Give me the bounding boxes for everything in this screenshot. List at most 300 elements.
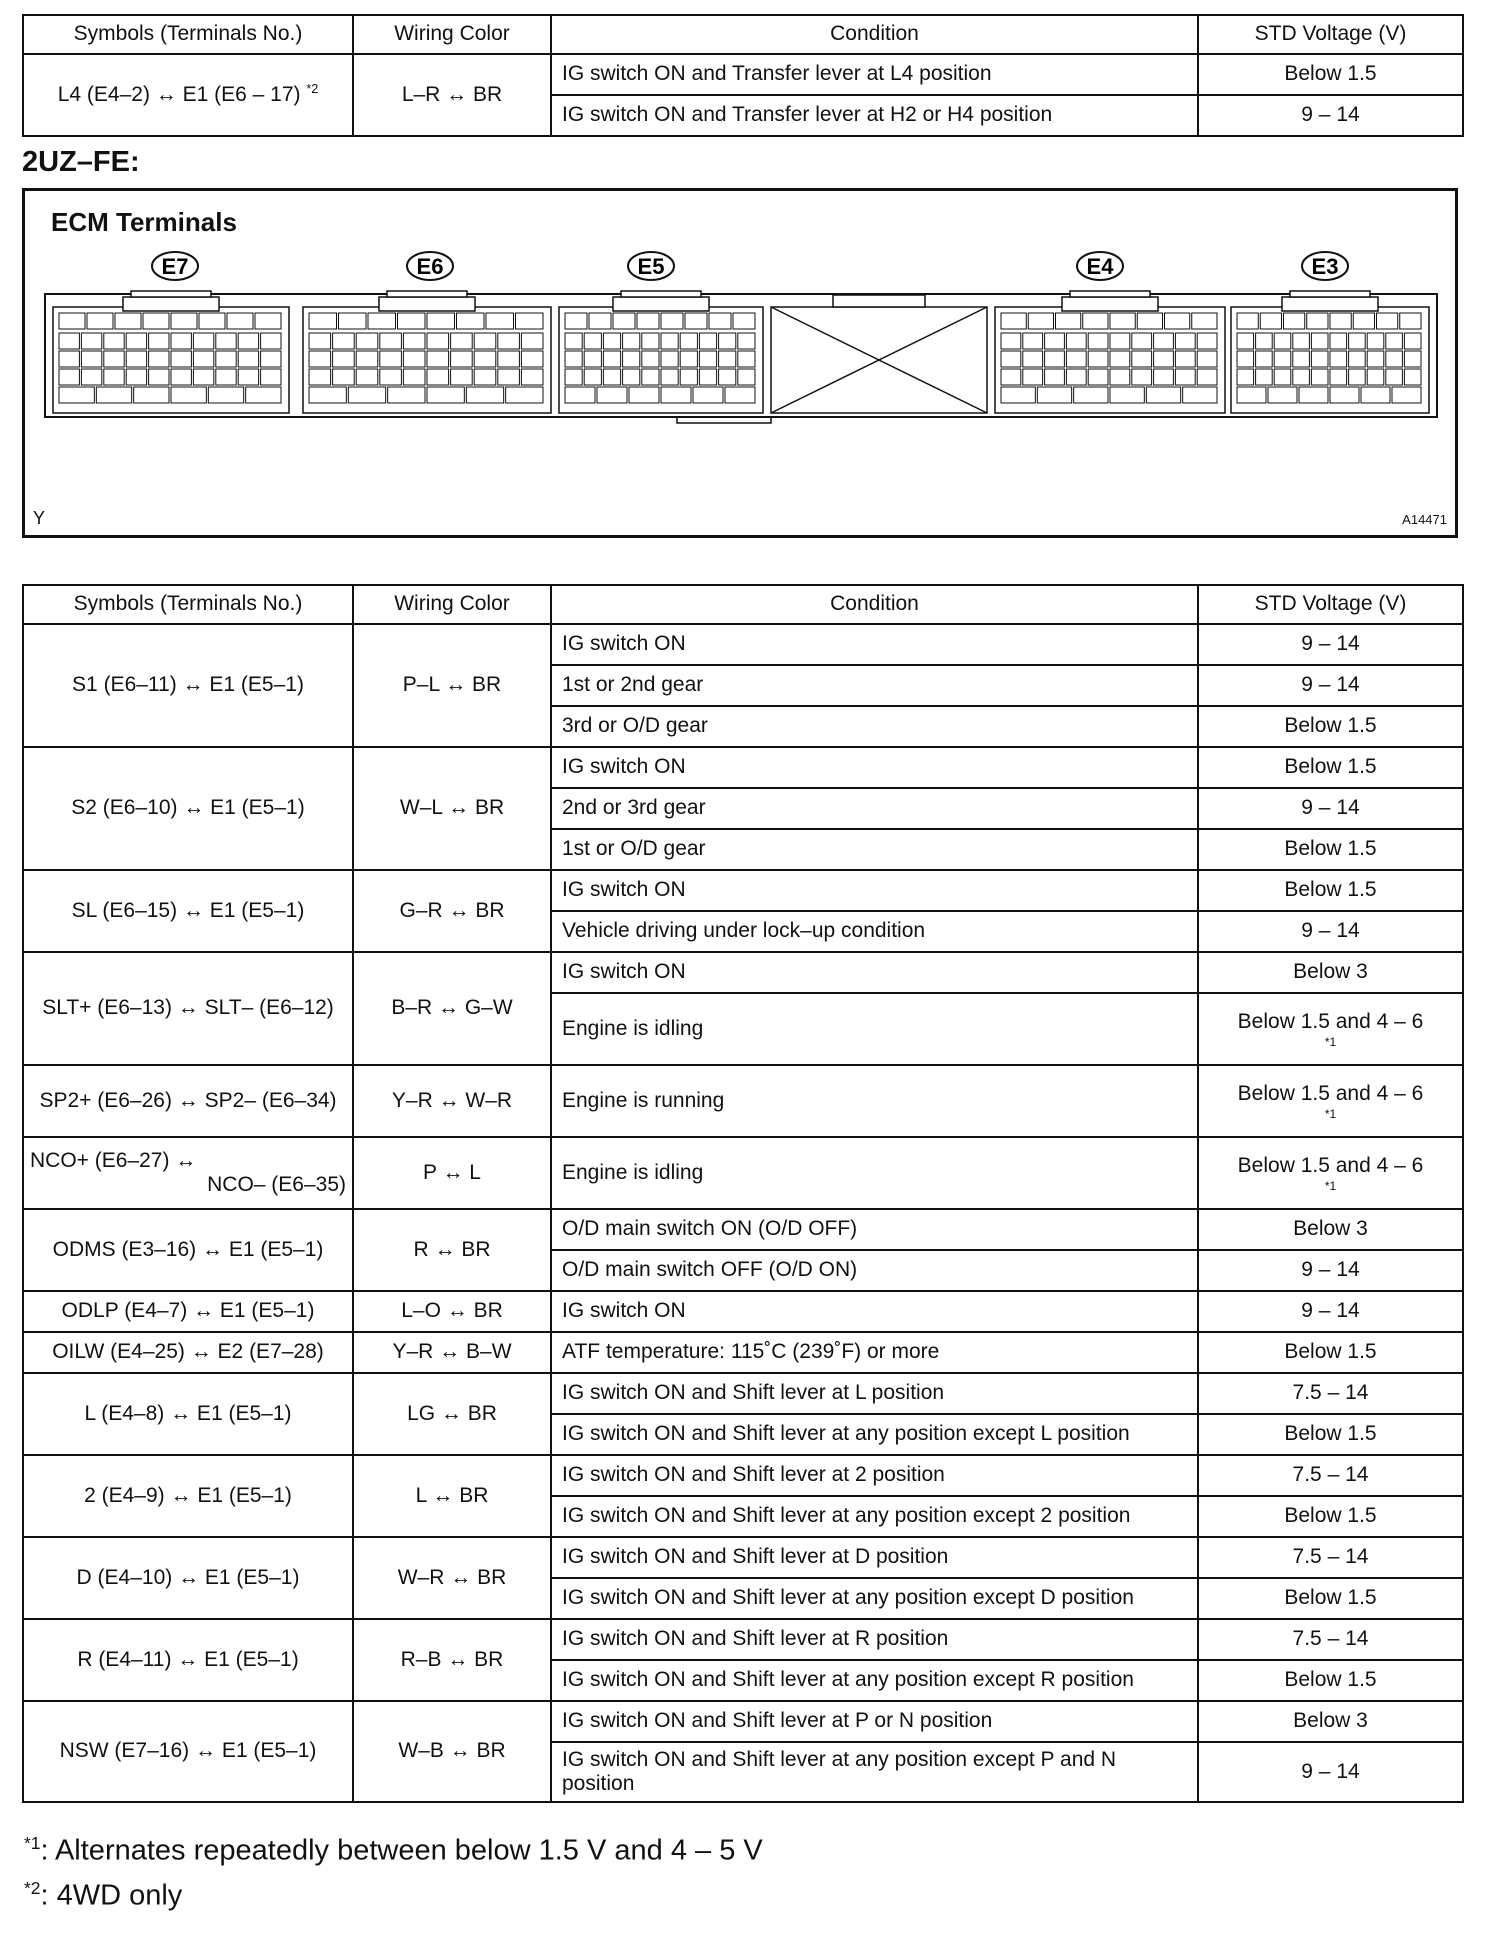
engine-label: 2UZ–FE: [22,146,140,178]
connector-pin [1311,351,1328,367]
voltage-value: Below 1.5 [1284,1668,1377,1692]
wiring-cell: G–R ↔ BR [353,870,551,952]
symbol-text: S2 (E6–10) ↔ E1 (E5–1) [71,796,305,820]
connector-pin [59,313,85,329]
connector-pin [81,351,101,367]
symbol-text: OILW (E4–25) ↔ E2 (E7–28) [52,1340,324,1364]
connector-pin [388,387,425,403]
connector-pin [1237,313,1258,329]
connector-pin [427,351,449,367]
connector-pin [348,387,385,403]
connector-pin [642,369,659,385]
connector-pin [1137,313,1162,329]
connector-pin [1110,313,1135,329]
connector-pin [261,333,281,349]
connector-pin [680,369,697,385]
connector-pin [1307,313,1328,329]
voltage-cell: Below 1.5 [1198,54,1463,95]
symbol-text: ODMS (E3–16) ↔ E1 (E5–1) [52,1237,324,1261]
connector-pin [171,387,206,403]
connector-pin [1386,333,1403,349]
connector-pin [1001,333,1021,349]
connector-pin-grids [45,291,1437,423]
voltage-value: 9 – 14 [1301,1258,1360,1282]
connector-pin [59,369,79,385]
voltage-value: Below 1.5 [1284,714,1377,738]
voltage-value: Below 1.5 and 4 – 6 [1237,1153,1424,1177]
voltage-value: 9 – 14 [1301,632,1360,656]
voltage-value: Below 1.5 [1284,878,1377,902]
connector-pin [59,333,79,349]
footnote-2 [24,1878,182,1913]
voltage-cell [1198,747,1463,788]
connector-pin [96,387,131,403]
voltage-value: 9 – 14 [1301,796,1360,820]
voltage-value: Below 3 [1293,1709,1368,1733]
footnote-text: : Alternates repeatedly between below 1.5 V and 4 – 5 V [40,1834,763,1867]
condition-cell: IG switch ON and Shift lever at P or N position [551,1701,1198,1742]
symbol-cell [23,1209,353,1291]
connector-pin [104,369,124,385]
connector-pin [1110,369,1130,385]
connector-pin [104,333,124,349]
connector-pin [1028,313,1053,329]
voltage-footnote-mark: *1 [1324,1179,1337,1194]
connector-pin [126,369,146,385]
ecm-connector-drawing [25,191,1455,535]
connector-pin [637,313,659,329]
connector-pin [709,313,731,329]
symbol-text: NSW (E7–16) ↔ E1 (E5–1) [59,1739,317,1763]
connector-pin [486,313,514,329]
wiring-cell: R–B ↔ BR [353,1619,551,1701]
connector-pin [589,313,611,329]
connector-pin [521,369,543,385]
voltage-footnote-mark: *1 [1324,1035,1337,1050]
wiring-cell: L–O ↔ BR [353,1291,551,1332]
connector-pin [309,369,331,385]
connector-pin [629,387,659,403]
connector-latch-e3 [1282,297,1378,311]
connector-pin [1110,351,1130,367]
connector-pin [733,313,755,329]
table-row [23,1619,1463,1660]
symbol-cell [23,1137,353,1209]
connector-pin [1256,333,1273,349]
connector-pin [623,369,640,385]
connector-pin [1083,313,1108,329]
voltage-cell [1198,1660,1463,1701]
connector-pin [149,333,169,349]
condition-cell: IG switch ON and Shift lever at any position except R position [551,1660,1198,1701]
connector-pin [208,387,243,403]
connector-pin [1353,313,1374,329]
connector-pin [1330,313,1351,329]
connector-pin [1154,351,1174,367]
connector-pin [719,369,736,385]
header-condition: Condition [551,15,1198,54]
connector-pin [451,351,473,367]
connector-pin [1132,369,1152,385]
symbol-text-continued: NCO– (E6–35) [207,1173,346,1196]
connector-pin [1197,369,1217,385]
voltage-cell [1198,993,1463,1065]
connector-latch-tab-e3 [1290,291,1370,297]
connector-latch-e6 [379,297,475,311]
connector-pin [1274,351,1291,367]
wiring-cell: B–R ↔ G–W [353,952,551,1065]
symbol-text: NCO+ (E6–27) ↔ [30,1148,197,1172]
connector-pin [59,351,79,367]
connector-pin [1023,351,1043,367]
connector-pin [597,387,627,403]
connector-pin [1183,387,1217,403]
table-row [23,624,1463,665]
voltage-value: Below 1.5 [1284,837,1377,861]
connector-pin [521,351,543,367]
voltage-cell [1198,1209,1463,1250]
connector-pin [1132,333,1152,349]
voltage-value: 9 – 14 [1301,919,1360,943]
voltage-cell [1198,788,1463,829]
connector-pin [623,351,640,367]
connector-label-e4 [1077,252,1123,280]
connector-latch-tab-e6 [387,291,467,297]
connector-pin [699,369,716,385]
connector-pin [1066,351,1086,367]
voltage-value: Below 1.5 and 4 – 6 [1237,1009,1424,1033]
connector-pin [339,313,367,329]
condition-cell: IG switch ON and Shift lever at L position [551,1373,1198,1414]
connector-pin [104,351,124,367]
condition-cell: Engine is running [551,1065,1198,1137]
connector-pin [680,351,697,367]
connector-pin [1367,333,1384,349]
blank-block-latch [833,295,925,307]
connector-pin [1330,387,1359,403]
connector-pin [738,351,755,367]
connector-label-e7 [152,252,198,280]
connector-pin [356,333,378,349]
connector-pin [1293,369,1310,385]
connector-pin [516,313,544,329]
connector-e5-text: E5 [637,254,665,279]
wiring-cell: W–R ↔ BR [353,1537,551,1619]
voltage-cell [1198,1373,1463,1414]
voltage-value: 7.5 – 14 [1292,1627,1369,1651]
symbol-cell [23,1291,353,1332]
connector-pin [474,369,496,385]
connector-pin [171,313,197,329]
symbol-text: 2 (E4–9) ↔ E1 (E5–1) [84,1483,292,1507]
connector-pin [719,333,736,349]
connector-pin [642,333,659,349]
connector-pin [506,387,543,403]
connector-pin [427,369,449,385]
connector-pin [1256,369,1273,385]
connector-pin [1377,313,1398,329]
wiring-cell: P ↔ L [353,1137,551,1209]
main-header-row [23,585,1463,624]
connector-pin [451,333,473,349]
connector-latch-tab-e5 [621,291,701,297]
connector-pin [1110,387,1144,403]
wiring-cell: L–R ↔ BR [353,54,551,136]
connector-pin [693,387,723,403]
voltage-cell [1198,1742,1463,1802]
connector-pin [623,333,640,349]
connector-pin [427,387,464,403]
connector-pin [126,351,146,367]
connector-pin [642,351,659,367]
table-row [23,747,1463,788]
ecm-terminals-diagram [22,188,1458,538]
connector-pin [1023,333,1043,349]
connector-pin [333,369,355,385]
connector-pin [216,369,236,385]
voltage-cell [1198,1291,1463,1332]
connector-pin [1066,333,1086,349]
connector-pin [1392,387,1421,403]
connector-pin [1330,369,1347,385]
connector-pin [216,333,236,349]
connector-pin [1056,313,1081,329]
connector-pin [738,369,755,385]
connector-pin [309,351,331,367]
connector-pin [1330,351,1347,367]
connector-pin [126,333,146,349]
condition-cell: Vehicle driving under lock–up condition [551,911,1198,952]
connector-latch-e4 [1062,297,1158,311]
connector-pin [457,313,485,329]
symbol-cell [23,1332,353,1373]
connector-pin [1154,369,1174,385]
voltage-value: 9 – 14 [1301,1759,1360,1783]
connector-e6-text: E6 [416,254,444,279]
connector-pin [1237,369,1254,385]
connector-pin [199,313,225,329]
connector-pin [333,351,355,367]
condition-cell: 1st or O/D gear [551,829,1198,870]
condition-cell: Engine is idling [551,993,1198,1065]
voltage-cell: 9 – 14 [1198,95,1463,136]
connector-pin [356,369,378,385]
condition-cell: IG switch ON [551,624,1198,665]
header-wiring: Wiring Color [353,15,551,54]
voltage-cell [1198,1250,1463,1291]
connector-pin [738,333,755,349]
table-row [23,1209,1463,1250]
connector-pin [1361,387,1390,403]
connector-pin [309,387,346,403]
connector-pin [309,313,337,329]
connector-pin [1330,333,1347,349]
voltage-cell [1198,706,1463,747]
connector-pin [1001,369,1021,385]
symbol-note: *2 [306,82,319,97]
footnote-mark: *1 [24,1833,41,1853]
connector-latch-e7 [123,297,219,311]
table-row [23,1065,1463,1137]
footnote-text: : 4WD only [40,1879,183,1912]
connector-pin [356,351,378,367]
connector-pin [333,333,355,349]
connector-pin [1260,313,1281,329]
voltage-value: Below 3 [1293,960,1368,984]
connector-pin [1349,351,1366,367]
connector-pin [1274,333,1291,349]
connector-pin [1132,351,1152,367]
connector-pin [680,333,697,349]
connector-pin [661,369,678,385]
voltage-cell [1198,1414,1463,1455]
connector-latch-tab-e7 [131,291,211,297]
symbol-cell [23,624,353,747]
condition-cell: IG switch ON and Shift lever at R position [551,1619,1198,1660]
connector-pin [1110,333,1130,349]
connector-pin [171,351,191,367]
voltage-value: Below 1.5 [1284,1586,1377,1610]
voltage-value: 9 – 14 [1301,1299,1360,1323]
header-condition: Condition [551,585,1198,624]
wiring-cell: L ↔ BR [353,1455,551,1537]
connector-latch-e5 [613,297,709,311]
connector-pin [565,313,587,329]
connector-pin [193,333,213,349]
connector-latch-tab-e4 [1070,291,1150,297]
connector-pin [403,333,425,349]
connector-pin [1001,313,1026,329]
connector-pin [398,313,426,329]
connector-pin [661,387,691,403]
symbol-text: S1 (E6–11) ↔ E1 (E5–1) [72,673,304,697]
symbol-text: L (E4–8) ↔ E1 (E5–1) [84,1401,292,1425]
voltage-value: Below 1.5 [1284,755,1377,779]
connector-pin [1175,351,1195,367]
voltage-value: 7.5 – 14 [1292,1545,1369,1569]
connector-pin [1386,369,1403,385]
connector-pin [1066,369,1086,385]
table-row [23,870,1463,911]
connector-pin [246,387,281,403]
wiring-cell: R ↔ BR [353,1209,551,1291]
connector-pin [1165,313,1190,329]
connector-pin [719,351,736,367]
connector-pin [380,351,402,367]
voltage-value: 7.5 – 14 [1292,1381,1369,1405]
voltage-cell [1198,952,1463,993]
condition-cell: O/D main switch ON (O/D OFF) [551,1209,1198,1250]
voltage-value: Below 3 [1293,1217,1368,1241]
connector-pin [661,313,683,329]
voltage-cell [1198,1578,1463,1619]
connector-pin [1154,333,1174,349]
connector-pin [498,369,520,385]
connector-pin [1074,387,1108,403]
ecm-title: ECM Terminals [51,207,237,237]
header-voltage: STD Voltage (V) [1198,585,1463,624]
connector-pin [427,313,455,329]
connector-pin [1088,369,1108,385]
table-row [23,1332,1463,1373]
voltage-cell [1198,1537,1463,1578]
wiring-cell: W–B ↔ BR [353,1701,551,1802]
symbol-text: SP2+ (E6–26) ↔ SP2– (E6–34) [39,1088,337,1112]
connector-pin [1045,369,1065,385]
connector-pin [216,351,236,367]
connector-pin [1088,333,1108,349]
symbol-text: D (E4–10) ↔ E1 (E5–1) [76,1565,300,1589]
connector-pin [584,369,601,385]
connector-pin [498,351,520,367]
connector-pin [1404,333,1421,349]
condition-cell: ATF temperature: 115˚C (239˚F) or more [551,1332,1198,1373]
connector-pin [238,369,258,385]
voltage-cell [1198,829,1463,870]
symbol-text: SL (E6–15) ↔ E1 (E5–1) [71,898,305,922]
figure-corner-left: Y [33,508,46,528]
condition-cell: 2nd or 3rd gear [551,788,1198,829]
connector-pin [403,369,425,385]
wiring-cell: Y–R ↔ B–W [353,1332,551,1373]
connector-pin [1256,351,1273,367]
connector-pin [725,387,755,403]
table-row [23,1701,1463,1742]
table-row [23,1137,1463,1209]
symbol-cell [23,1373,353,1455]
symbol-cell [23,1065,353,1137]
condition-cell: IG switch ON and Shift lever at any position except L position [551,1414,1198,1455]
voltage-footnote-mark: *1 [1324,1107,1337,1122]
connector-pin [474,333,496,349]
connector-pin [149,351,169,367]
voltage-cell [1198,1137,1463,1209]
voltage-cell [1198,1455,1463,1496]
condition-cell: 1st or 2nd gear [551,665,1198,706]
voltage-cell [1198,665,1463,706]
connector-pin [171,333,191,349]
footnote-1 [24,1833,763,1868]
symbol-cell [23,747,353,870]
voltage-value: Below 1.5 [1284,1340,1377,1364]
header-wiring: Wiring Color [353,585,551,624]
voltage-value: 7.5 – 14 [1292,1463,1369,1487]
symbol-text: ODLP (E4–7) ↔ E1 (E5–1) [61,1299,315,1323]
connector-pin [1367,351,1384,367]
symbol-cell [23,1619,353,1701]
condition-cell: IG switch ON [551,870,1198,911]
table-row [23,952,1463,993]
connector-pin [466,387,503,403]
wiring-cell: W–L ↔ BR [353,747,551,870]
symbol-cell [23,952,353,1065]
connector-pin [1175,333,1195,349]
connector-pin [238,351,258,367]
connector-pin [1293,351,1310,367]
connector-pin [699,333,716,349]
top-spec-table [22,14,1464,137]
voltage-cell [1198,870,1463,911]
table-row [23,1373,1463,1414]
symbol-text: R (E4–11) ↔ E1 (E5–1) [77,1647,299,1671]
connector-pin [498,333,520,349]
symbol-cell [23,1537,353,1619]
connector-pin [1037,387,1071,403]
header-voltage: STD Voltage (V) [1198,15,1463,54]
connector-label-e3 [1302,252,1348,280]
voltage-value: Below 1.5 [1284,1422,1377,1446]
connector-pin [427,333,449,349]
